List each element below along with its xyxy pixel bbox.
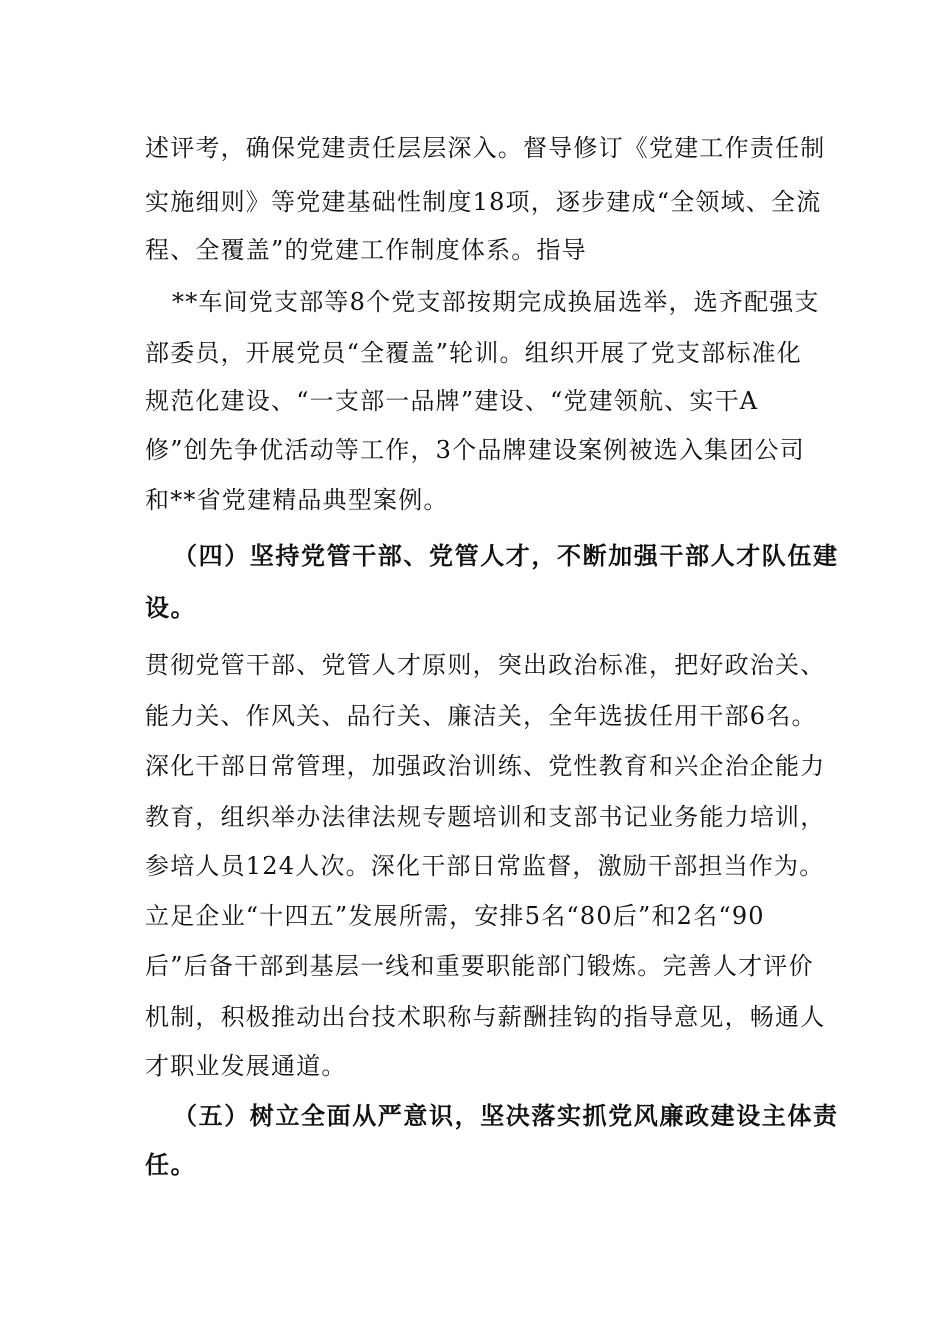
body-text-line: 立足企业“十四五”发展所需，安排5名“80后”和2名“90 bbox=[145, 902, 765, 930]
section-heading: （五）树立全面从严意识，坚决落实抓党风廉政建设主体责 bbox=[173, 1102, 839, 1130]
section-heading-continuation: 任。 bbox=[145, 1151, 197, 1179]
body-text-line: **车间党支部等8个党支部按期完成换届选举，选齐配强支 bbox=[172, 288, 820, 316]
body-text-line: 规范化建设、“一支部一品牌”建设、“党建领航、实干A bbox=[145, 387, 759, 415]
body-text-line: 教育，组织举办法律法规专题培训和支部书记业务能力培训， bbox=[145, 803, 826, 831]
body-text-line: 贯彻党管干部、党管人才原则，突出政治标准，把好政治关、 bbox=[145, 651, 826, 679]
body-text-line: 参培人员124人次。深化干部日常监督，激励干部担当作为。 bbox=[145, 852, 825, 880]
body-text-line: 能力关、作风关、品行关、廉洁关，全年选拔任用干部6名。 bbox=[145, 702, 817, 730]
body-text-line: 机制，积极推动出台技术职称与薪酬挂钩的指导意见，畅通人 bbox=[145, 1003, 826, 1031]
body-text-line: 深化干部日常管理，加强政治训练、党性教育和兴企治企能力 bbox=[145, 752, 826, 780]
body-text-line: 才职业发展通道。 bbox=[145, 1052, 347, 1080]
body-text-line: 程、全覆盖”的党建工作制度体系。指导 bbox=[145, 236, 587, 264]
body-text-line: 后”后备干部到基层一线和重要职能部门锻炼。完善人才评价 bbox=[145, 952, 814, 980]
section-heading: （四）坚持党管干部、党管人才，不断加强干部人才队伍建 bbox=[173, 542, 839, 570]
body-text-line: 修”创先争优活动等工作，3个品牌建设案例被选入集团公司 bbox=[145, 436, 805, 464]
body-text-line: 述评考，确保党建责任层层深入。督导修订《党建工作责任制 bbox=[145, 134, 826, 162]
section-heading-continuation: 设。 bbox=[145, 594, 197, 622]
body-text-line: 部委员，开展党员“全覆盖”轮训。组织开展了党支部标准化 bbox=[145, 339, 802, 367]
body-text-line: 实施细则》等党建基础性制度18项，逐步建成“全领域、全流 bbox=[145, 188, 822, 216]
body-text-line: 和**省党建精品典型案例。 bbox=[145, 486, 449, 514]
